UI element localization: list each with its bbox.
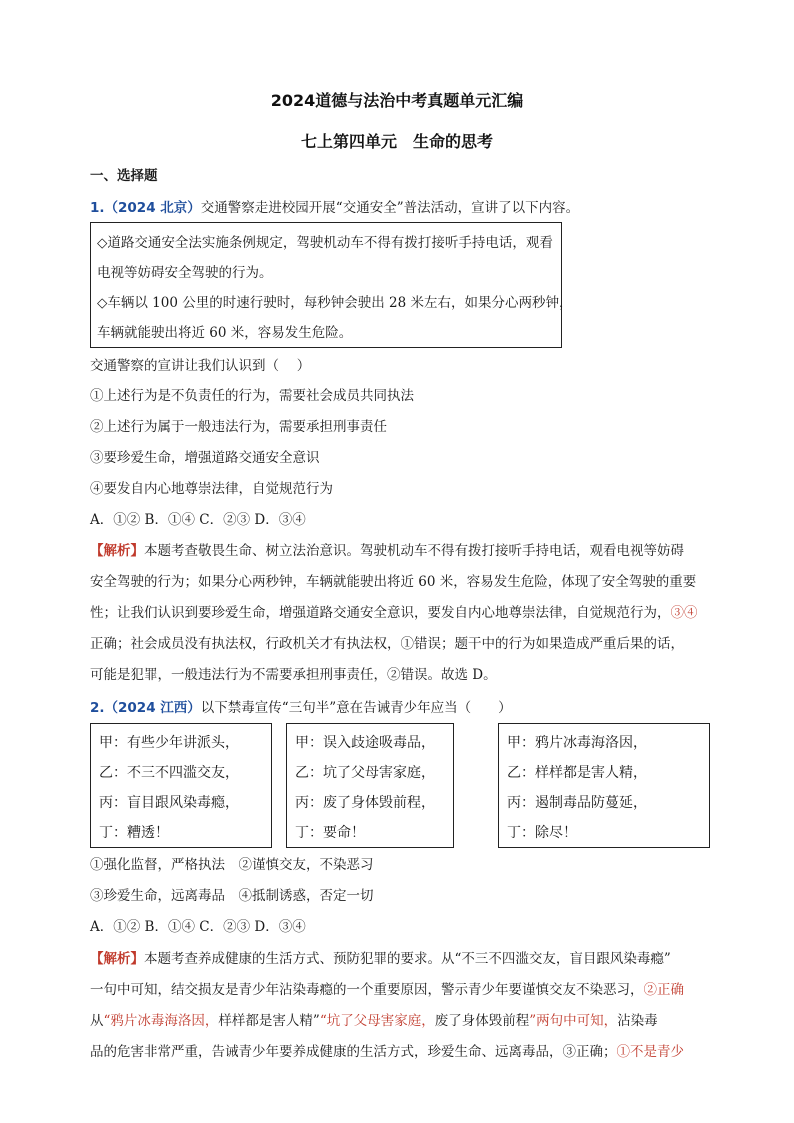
analysis-text: 一句中可知，结交损友是青少年沾染毒瘾的一个重要原因，警示青少年要谨慎交友不染恶习， [90, 982, 644, 998]
question-1-number: 1.（2024 北京） [90, 200, 201, 216]
material-line: 车辆就能驶出将近 60 米，容易发生危险。 [97, 325, 353, 341]
poem-line: 丙：盲目跟风染毒瘾， [99, 795, 239, 811]
analysis-text: 废了身体毁前程 [434, 1013, 530, 1029]
poem-line: 乙：样样都是害人精， [507, 765, 647, 781]
question-2-analysis-line [90, 949, 671, 969]
poem-line: 丙：遏制毒品防蔓延， [507, 795, 647, 811]
analysis-text: 性；让我们认识到要珍爱生命，增强道路交通安全意识，要发自内心地尊崇法律，自觉规范行为， [90, 605, 671, 621]
question-1-choices: A．①② B．①④ C．②③ D．③④ [90, 512, 306, 528]
poem-line: 丁：糟透！ [99, 825, 169, 841]
poem-line: 甲：鸦片冰毒海洛因， [507, 735, 647, 751]
document-subtitle: 七上第四单元 生命的思考 [300, 132, 493, 151]
analysis-text: 本题考查敬畏生命、树立法治意识。驾驶机动车不得有拨打接听手持电话，观看电视等妨碍 [144, 543, 684, 559]
question-2-options: ①强化监督，严格执法 ②谨慎交友，不染恶习 [90, 857, 374, 873]
question-1-option: ④要发自内心地尊崇法律，自觉规范行为 [90, 481, 333, 497]
question-2-stem-line [90, 698, 512, 718]
question-1-analysis-line: 可能是犯罪，一般违法行为不需要承担刑事责任，②错误。故选 D。 [90, 667, 497, 683]
analysis-highlight: ”两句中可知， [529, 1013, 618, 1029]
poem-box-3 [498, 723, 710, 848]
section-heading: 一、选择题 [90, 168, 158, 184]
poem-box-2 [286, 723, 454, 848]
question-2-analysis-line [90, 1042, 684, 1062]
material-line: 电视等妨碍安全驾驶的行为。 [97, 265, 273, 281]
analysis-highlight: “坑了父母害家庭， [319, 1013, 435, 1029]
question-1-analysis-line [90, 603, 698, 623]
poem-line: 丁：要命！ [295, 825, 365, 841]
question-2-analysis-line [90, 1011, 658, 1031]
question-1-option: ③要珍爱生命，增强道路交通安全意识 [90, 450, 320, 466]
poem-line: 丁：除尽！ [507, 825, 577, 841]
analysis-highlight: ②正确 [643, 982, 684, 998]
analysis-text: 品的危害非常严重，告诫青少年要养成健康的生活方式，珍爱生命、远离毒品，③正确； [90, 1044, 617, 1060]
analysis-text: 从 [90, 1013, 104, 1029]
question-1-prompt: 交通警察的宣讲让我们认识到（ ） [90, 358, 311, 374]
poem-line: 甲：有些少年讲派头， [99, 735, 239, 751]
question-2-choices: A．①② B．①④ C．②③ D．③④ [90, 919, 306, 935]
analysis-text: 样样都是害人精” [218, 1013, 320, 1029]
question-2-analysis-line [90, 980, 684, 1000]
analysis-text: 本题考查养成健康的生活方式、预防犯罪的要求。从“不三不四滥交友，盲目跟风染毒瘾” [144, 951, 671, 967]
analysis-highlight: “鸦片冰毒海洛因， [103, 1013, 219, 1029]
poem-line: 丙：废了身体毁前程， [295, 795, 435, 811]
material-line: ◇车辆以 100 公里的时速行驶时，每秒钟会驶出 28 米左右，如果分心两秒钟， [97, 295, 573, 311]
question-1-stem-line [90, 198, 579, 218]
question-2-stem: 以下禁毒宣传“三句半”意在告诫青少年应当（ ） [200, 700, 512, 716]
question-1-analysis-line [90, 541, 684, 561]
poem-line: 乙：不三不四滥交友， [99, 765, 239, 781]
analysis-text: 沾染毒 [617, 1013, 658, 1029]
poem-line: 甲：误入歧途吸毒品， [295, 735, 435, 751]
question-1-option: ①上述行为是不负责任的行为，需要社会成员共同执法 [90, 388, 414, 404]
question-2-number: 2.（2024 江西） [90, 700, 201, 716]
analysis-tag: 【解析】 [90, 543, 144, 559]
poem-box-1 [90, 723, 272, 848]
question-2-options: ③珍爱生命，远离毒品 ④抵制诱惑，否定一切 [90, 888, 374, 904]
question-1-analysis-line: 正确；社会成员没有执法权，行政机关才有执法权，①错误；题干中的行为如果造成严重后果的话， [90, 636, 684, 652]
analysis-highlight: ①不是青少 [616, 1044, 684, 1060]
question-1-option: ②上述行为属于一般违法行为，需要承担刑事责任 [90, 419, 387, 435]
analysis-highlight: ③④ [670, 605, 698, 621]
analysis-tag: 【解析】 [90, 951, 144, 967]
question-1-stem: 交通警察走进校园开展“交通安全”普法活动，宣讲了以下内容。 [200, 200, 580, 216]
document-title: 2024道德与法治中考真题单元汇编 [270, 91, 524, 110]
material-line: ◇道路交通安全法实施条例规定，驾驶机动车不得有拨打接听手持电话，观看 [97, 235, 553, 251]
question-1-material-box [90, 222, 573, 348]
question-1-analysis-line: 安全驾驶的行为；如果分心两秒钟，车辆就能驶出将近 60 米，容易发生危险，体现了安全驾驶的重要 [90, 574, 697, 590]
poem-line: 乙：坑了父母害家庭， [295, 765, 435, 781]
